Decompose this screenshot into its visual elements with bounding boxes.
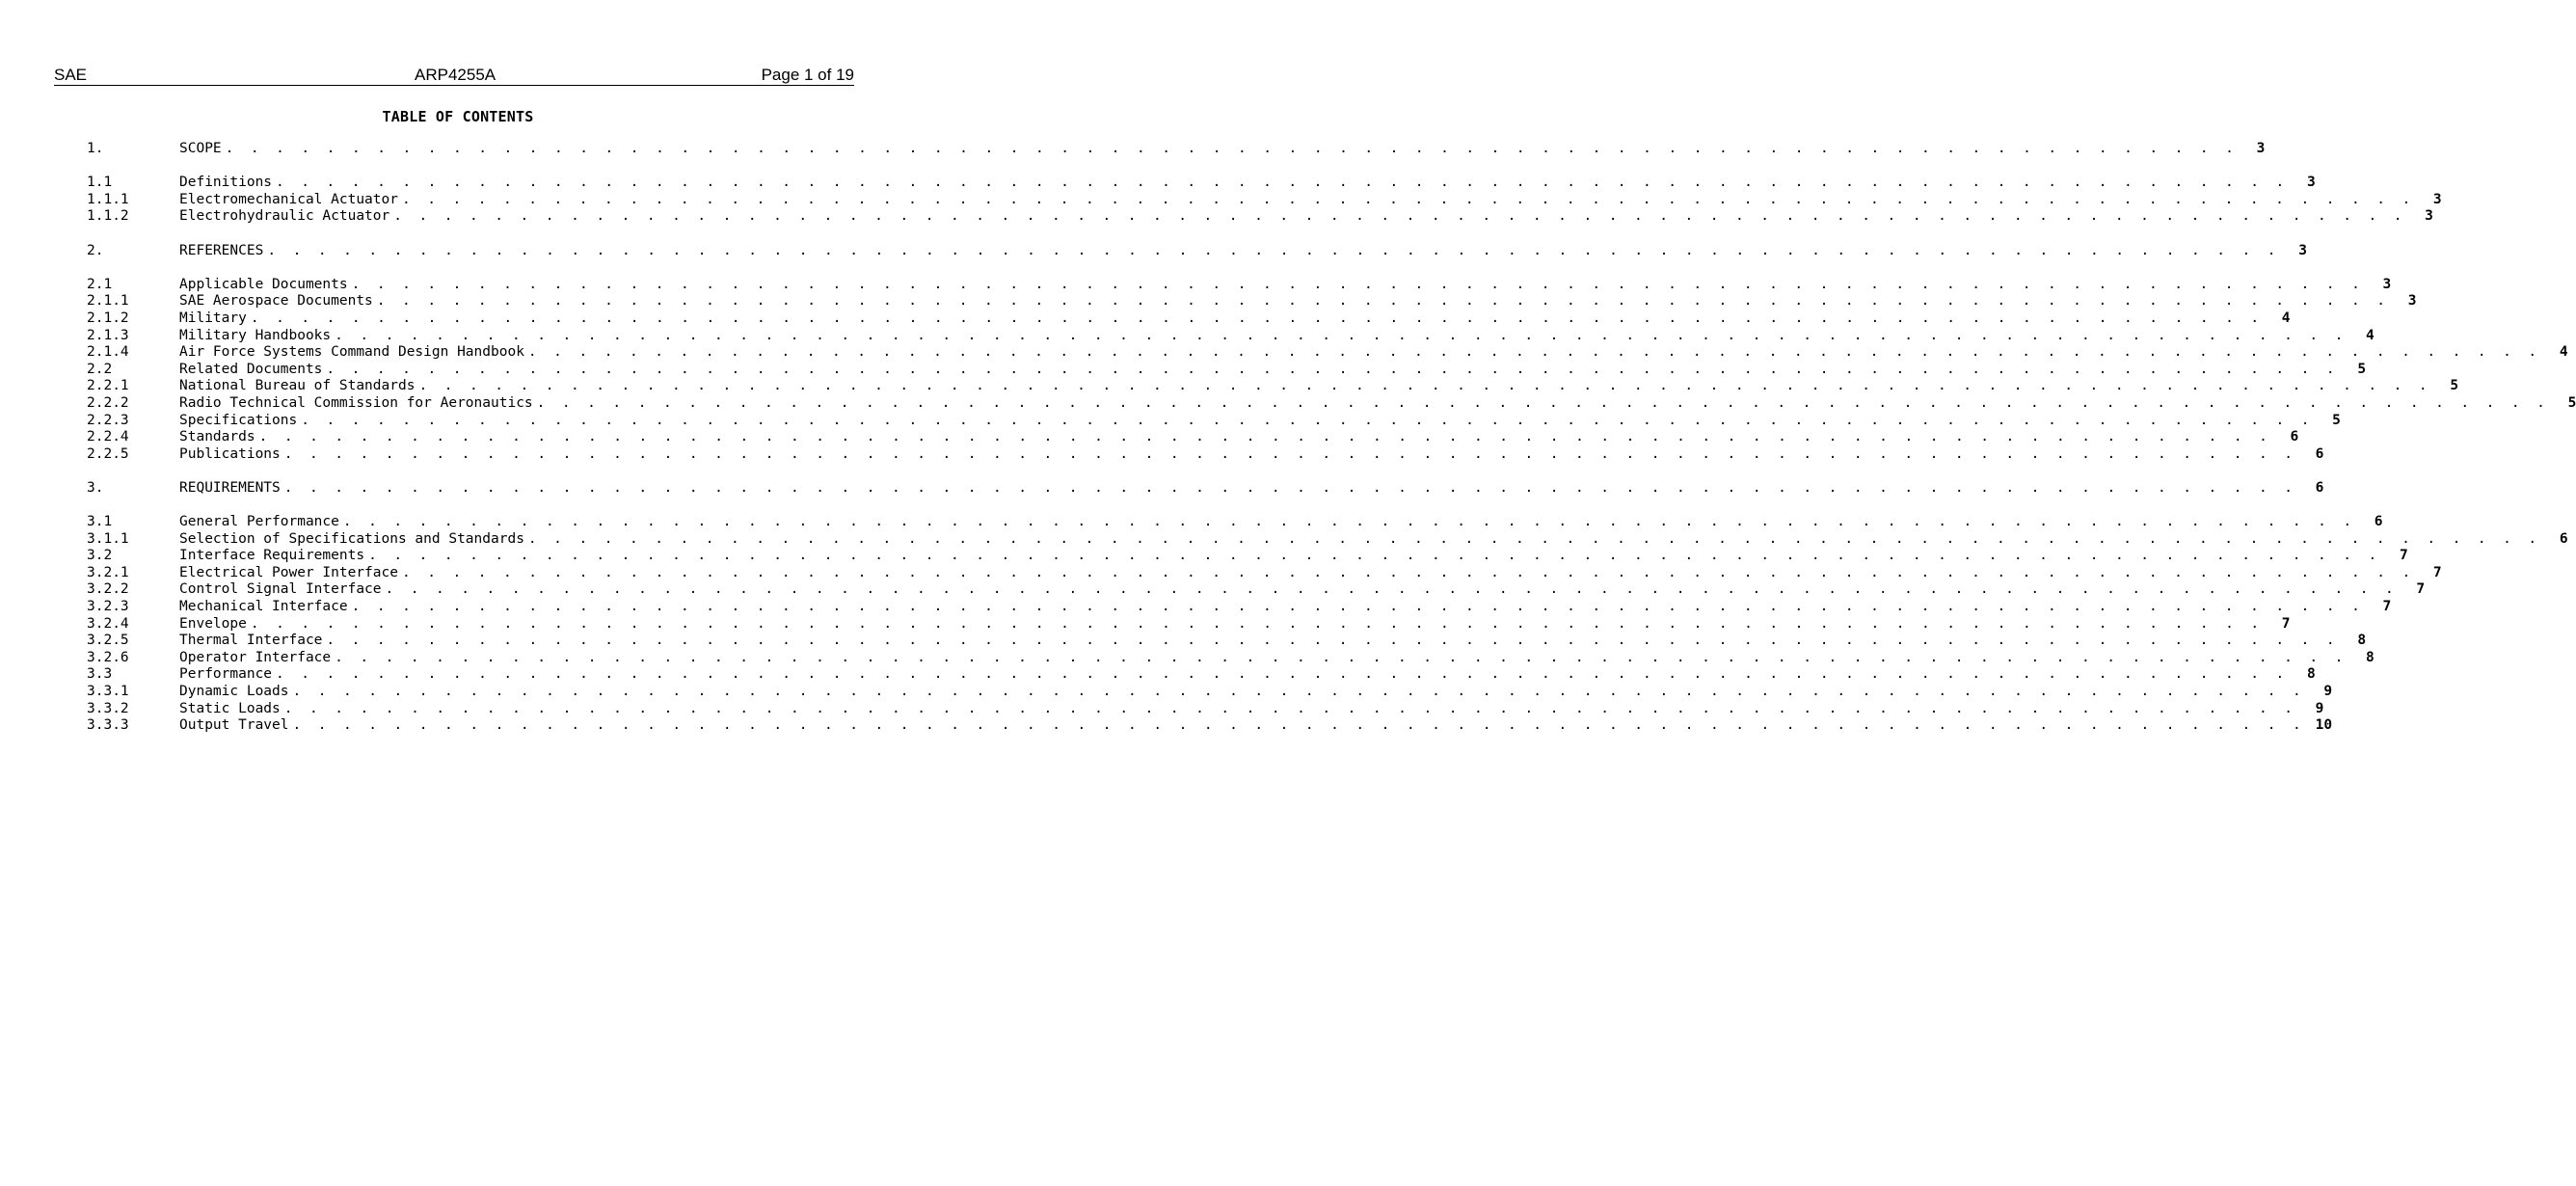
toc-entry-page: 6 — [2559, 530, 2568, 547]
toc-entry-title: SCOPE — [179, 141, 222, 156]
toc-leader-dots: . . . . . . . . . . . . . . . . . . . . . . . . . . . . . . . . . . . . . . . . . . . . . . . . . . . . . . . . . . . . . . . . . . . . . . . . . . . . . . . . — [301, 412, 2314, 428]
toc-entry-number: 3.2.6 — [87, 649, 129, 665]
toc-entry-title: Mechanical Interface — [179, 599, 348, 615]
toc-entry — [87, 445, 2324, 464]
toc-entry-title: Applicable Documents — [179, 276, 348, 292]
header-publisher: SAE — [54, 66, 88, 84]
toc-entry-page: 7 — [2416, 581, 2426, 598]
page-header — [54, 66, 854, 86]
toc-entry-title: REQUIREMENTS — [179, 479, 281, 496]
toc-entry-title: Air Force Systems Command Design Handbook — [179, 344, 524, 361]
toc-entry — [87, 242, 2307, 260]
toc-leader-dots: . . . . . . . . . . . . . . . . . . . . . . . . . . . . . . . . . . . . . . . . . . . . . . . . . . . . . . . . . . . . . . . . . . . . . . . . . . . . . . . . — [276, 175, 2289, 191]
toc-entry-title: Selection of Specifications and Standards — [179, 530, 524, 547]
toc-entry-number: 2.2.1 — [87, 378, 129, 394]
toc-entry — [87, 293, 2417, 310]
toc-leader-dots: . . . . . . . . . . . . . . . . . . . . . . . . . . . . . . . . . . . . . . . . . . . . . . . . . . . . . . . . . . . . . . . . . . . . . . . . . . . . . . . . — [258, 429, 2272, 445]
toc-entry-page: 6 — [2315, 445, 2324, 462]
toc-entry-number: 3.1.1 — [87, 530, 129, 547]
toc-entry-title: Dynamic Loads — [179, 684, 289, 699]
toc-entry-number: 2. — [87, 242, 104, 258]
toc-entry-title: Static Loads — [179, 700, 281, 716]
toc-entry-title: Thermal Interface — [179, 633, 323, 649]
toc-leader-dots: . . . . . . . . . . . . . . . . . . . . . . . . . . . . . . . . . . . . . . . . . . . . . . . . . . . . . . . . . . . . . . . . . . . . . . . . . . . . . . . . — [283, 479, 2297, 496]
toc-entry — [87, 479, 2324, 498]
toc-entry-number: 2.2.4 — [87, 429, 129, 445]
toc-entry — [87, 633, 2367, 650]
toc-entry — [87, 429, 2299, 446]
toc-leader-dots: . . . . . . . . . . . . . . . . . . . . . . . . . . . . . . . . . . . . . . . . . . . . . . . . . . . . . . . . . . . . . . . . . . . . . . . . . . . . . . . . — [292, 717, 2306, 734]
toc-entry-number: 3.1 — [87, 514, 113, 530]
toc-leader-dots: . . . . . . . . . . . . . . . . . . . . . . . . . . . . . . . . . . . . . . . . . . . . . . . . . . . . . . . . . . . . . . . . . . . . . . . . . . . . . . . . — [527, 530, 2541, 547]
toc-leader-dots: . . . . . . . . . . . . . . . . . . . . . . . . . . . . . . . . . . . . . . . . . . . . . . . . . . . . . . . . . . . . . . . . . . . . . . . . . . . . . . . . — [335, 327, 2348, 343]
toc-leader-dots: . . . . . . . . . . . . . . . . . . . . . . . . . . . . . . . . . . . . . . . . . . . . . . . . . . . . . . . . . . . . . . . . . . . . . . . . . . . . . . . . — [225, 141, 2239, 156]
toc-entry-number: 1.1 — [87, 175, 113, 191]
toc-entry-number: 2.2.5 — [87, 445, 129, 462]
toc-entry-number: 3.3.2 — [87, 700, 129, 716]
toc-entry-page: 6 — [2315, 479, 2324, 496]
toc-entry — [87, 615, 2291, 633]
toc-entry — [87, 717, 2333, 735]
toc-entry-number: 2.2.3 — [87, 412, 129, 428]
toc-leader-dots: . . . . . . . . . . . . . . . . . . . . . . . . . . . . . . . . . . . . . . . . . . . . . . . . . . . . . . . . . . . . . . . . . . . . . . . . . . . . . . . . — [283, 700, 2297, 716]
toc-entry-title: REFERENCES — [179, 242, 264, 258]
toc-entry-number: 2.2.2 — [87, 394, 129, 411]
toc-entry-number: 3.3 — [87, 666, 113, 683]
toc-leader-dots: . . . . . . . . . . . . . . . . . . . . . . . . . . . . . . . . . . . . . . . . . . . . . . . . . . . . . . . . . . . . . . . . . . . . . . . . . . . . . . . . — [393, 208, 2406, 225]
toc-entry — [87, 581, 2426, 599]
toc-entry-number: 3.3.3 — [87, 717, 129, 734]
toc-entry-number: 2.1.3 — [87, 327, 129, 343]
toc-entry — [87, 344, 2568, 362]
toc-entry — [87, 141, 2266, 158]
toc-entry-page: 3 — [2306, 175, 2316, 191]
toc-entry-page: 7 — [2382, 599, 2392, 615]
toc-entry-title: Publications — [179, 445, 281, 462]
toc-entry — [87, 310, 2291, 328]
toc-entry-title: National Bureau of Standards — [179, 378, 416, 394]
toc-entry-page: 3 — [2407, 293, 2417, 310]
toc-entry-page: 3 — [2382, 276, 2392, 292]
toc-entry-number: 1.1.1 — [87, 191, 129, 207]
toc-entry-number: 3.3.1 — [87, 684, 129, 699]
toc-entry — [87, 378, 2459, 395]
table-of-contents — [87, 141, 2576, 735]
toc-leader-dots: . . . . . . . . . . . . . . . . . . . . . . . . . . . . . . . . . . . . . . . . . . . . . . . . . . . . . . . . . . . . . . . . . . . . . . . . . . . . . . . . — [250, 615, 2264, 632]
toc-entry-title: Envelope — [179, 615, 247, 632]
toc-leader-dots: . . . . . . . . . . . . . . . . . . . . . . . . . . . . . . . . . . . . . . . . . . . . . . . . . . . . . . . . . . . . . . . . . . . . . . . . . . . . . . . . — [418, 378, 2432, 394]
toc-leader-dots: . . . . . . . . . . . . . . . . . . . . . . . . . . . . . . . . . . . . . . . . . . . . . . . . . . . . . . . . . . . . . . . . . . . . . . . . . . . . . . . . — [401, 191, 2415, 207]
toc-entry — [87, 666, 2316, 684]
toc-entry-page: 8 — [2357, 633, 2367, 649]
toc-entry-number: 2.2 — [87, 361, 113, 377]
toc-entry-number: 1. — [87, 141, 104, 156]
toc-leader-dots: . . . . . . . . . . . . . . . . . . . . . . . . . . . . . . . . . . . . . . . . . . . . . . . . . . . . . . . . . . . . . . . . . . . . . . . . . . . . . . . . — [536, 394, 2550, 411]
toc-entry — [87, 564, 2442, 582]
toc-entry — [87, 361, 2367, 379]
toc-entry-page: 6 — [2290, 429, 2299, 445]
toc-entry-page: 3 — [2425, 208, 2433, 225]
toc-entry-number: 3.2.3 — [87, 599, 129, 615]
toc-leader-dots: . . . . . . . . . . . . . . . . . . . . . . . . . . . . . . . . . . . . . . . . . . . . . . . . . . . . . . . . . . . . . . . . . . . . . . . . . . . . . . . . — [276, 666, 2289, 683]
toc-entry-title: Military — [179, 310, 247, 326]
toc-leader-dots: . . . . . . . . . . . . . . . . . . . . . . . . . . . . . . . . . . . . . . . . . . . . . . . . . . . . . . . . . . . . . . . . . . . . . . . . . . . . . . . . — [351, 276, 2365, 292]
toc-entry-number: 3.2.5 — [87, 633, 129, 649]
toc-entry-page: 9 — [2315, 700, 2324, 716]
toc-leader-dots: . . . . . . . . . . . . . . . . . . . . . . . . . . . . . . . . . . . . . . . . . . . . . . . . . . . . . . . . . . . . . . . . . . . . . . . . . . . . . . . . — [342, 514, 2356, 530]
toc-entry-title: Radio Technical Commission for Aeronautics — [179, 394, 533, 411]
toc-entry-number: 2.1.4 — [87, 344, 129, 361]
toc-entry-number: 2.1 — [87, 276, 113, 292]
toc-entry-number: 3.2.2 — [87, 581, 129, 598]
toc-entry — [87, 327, 2375, 345]
toc-entry-number: 3.2.4 — [87, 615, 129, 632]
toc-entry-page: 3 — [2432, 191, 2442, 207]
toc-leader-dots: . . . . . . . . . . . . . . . . . . . . . . . . . . . . . . . . . . . . . . . . . . . . . . . . . . . . . . . . . . . . . . . . . . . . . . . . . . . . . . . . — [267, 242, 2280, 258]
toc-entry-title: Electrical Power Interface — [179, 564, 398, 580]
toc-entry-number: 3.2.1 — [87, 564, 129, 580]
toc-title: TABLE OF CONTENTS — [382, 108, 534, 125]
toc-entry-title: Electromechanical Actuator — [179, 191, 398, 207]
toc-leader-dots: . . . . . . . . . . . . . . . . . . . . . . . . . . . . . . . . . . . . . . . . . . . . . . . . . . . . . . . . . . . . . . . . . . . . . . . . . . . . . . . . — [335, 649, 2348, 665]
toc-entry-title: Related Documents — [179, 361, 323, 377]
toc-leader-dots: . . . . . . . . . . . . . . . . . . . . . . . . . . . . . . . . . . . . . . . . . . . . . . . . . . . . . . . . . . . . . . . . . . . . . . . . . . . . . . . . — [326, 633, 2340, 649]
toc-entry-title: General Performance — [179, 514, 339, 530]
header-page-number: Page 1 of 19 — [761, 66, 854, 84]
toc-entry-page: 9 — [2323, 684, 2333, 699]
toc-leader-dots: . . . . . . . . . . . . . . . . . . . . . . . . . . . . . . . . . . . . . . . . . . . . . . . . . . . . . . . . . . . . . . . . . . . . . . . . . . . . . . . . — [351, 599, 2365, 615]
toc-entry-page: 3 — [2256, 141, 2266, 156]
toc-entry — [87, 530, 2568, 549]
toc-entry-number: 3.2 — [87, 548, 113, 564]
toc-entry-page: 4 — [2366, 327, 2375, 343]
toc-entry-title: Control Signal Interface — [179, 581, 382, 598]
toc-entry-page: 5 — [2450, 378, 2459, 394]
toc-leader-dots: . . . . . . . . . . . . . . . . . . . . . . . . . . . . . . . . . . . . . . . . . . . . . . . . . . . . . . . . . . . . . . . . . . . . . . . . . . . . . . . . — [401, 564, 2415, 580]
toc-entry — [87, 276, 2392, 294]
toc-entry-title: SAE Aerospace Documents — [179, 293, 373, 310]
toc-entry-title: Output Travel — [179, 717, 289, 734]
toc-entry-number: 2.1.1 — [87, 293, 129, 310]
toc-leader-dots: . . . . . . . . . . . . . . . . . . . . . . . . . . . . . . . . . . . . . . . . . . . . . . . . . . . . . . . . . . . . . . . . . . . . . . . . . . . . . . . . — [283, 445, 2297, 462]
toc-entry-title: Specifications — [179, 412, 298, 428]
toc-entry-title: Electrohydraulic Actuator — [179, 208, 390, 225]
toc-entry-title: Standards — [179, 429, 255, 445]
toc-entry-page: 7 — [2432, 564, 2442, 580]
toc-entry-page: 8 — [2306, 666, 2316, 683]
toc-entry-page: 10 — [2315, 717, 2333, 734]
toc-entry — [87, 175, 2316, 192]
toc-entry-number: 3. — [87, 479, 104, 496]
toc-entry — [87, 208, 2433, 226]
toc-entry-page: 5 — [2332, 412, 2341, 428]
toc-entry-page: 7 — [2399, 548, 2408, 564]
toc-leader-dots: . . . . . . . . . . . . . . . . . . . . . . . . . . . . . . . . . . . . . . . . . . . . . . . . . . . . . . . . . . . . . . . . . . . . . . . . . . . . . . . . — [326, 361, 2340, 377]
toc-entry — [87, 412, 2341, 430]
toc-entry-page: 6 — [2374, 514, 2383, 530]
toc-entry-page: 8 — [2366, 649, 2375, 665]
toc-leader-dots: . . . . . . . . . . . . . . . . . . . . . . . . . . . . . . . . . . . . . . . . . . . . . . . . . . . . . . . . . . . . . . . . . . . . . . . . . . . . . . . . — [376, 293, 2390, 310]
toc-entry — [87, 514, 2383, 531]
toc-entry-number: 1.1.2 — [87, 208, 129, 225]
toc-entry — [87, 394, 2576, 413]
toc-entry — [87, 191, 2442, 209]
toc-entry-title: Operator Interface — [179, 649, 332, 665]
toc-leader-dots: . . . . . . . . . . . . . . . . . . . . . . . . . . . . . . . . . . . . . . . . . . . . . . . . . . . . . . . . . . . . . . . . . . . . . . . . . . . . . . . . — [250, 310, 2264, 326]
toc-leader-dots: . . . . . . . . . . . . . . . . . . . . . . . . . . . . . . . . . . . . . . . . . . . . . . . . . . . . . . . . . . . . . . . . . . . . . . . . . . . . . . . . — [368, 548, 2381, 564]
toc-entry-title: Definitions — [179, 175, 273, 191]
toc-entry — [87, 684, 2333, 701]
toc-entry-page: 5 — [2357, 361, 2367, 377]
toc-entry-page: 3 — [2298, 242, 2307, 258]
toc-entry — [87, 599, 2392, 616]
toc-leader-dots: . . . . . . . . . . . . . . . . . . . . . . . . . . . . . . . . . . . . . . . . . . . . . . . . . . . . . . . . . . . . . . . . . . . . . . . . . . . . . . . . — [292, 684, 2306, 699]
toc-entry-number: 2.1.2 — [87, 310, 129, 326]
toc-entry-page: 5 — [2567, 394, 2576, 411]
header-document-number: ARP4255A — [415, 66, 496, 84]
toc-leader-dots: . . . . . . . . . . . . . . . . . . . . . . . . . . . . . . . . . . . . . . . . . . . . . . . . . . . . . . . . . . . . . . . . . . . . . . . . . . . . . . . . — [385, 581, 2399, 598]
toc-entry-title: Interface Requirements — [179, 548, 365, 564]
toc-entry — [87, 700, 2324, 718]
toc-entry-title: Military Handbooks — [179, 327, 332, 343]
toc-entry — [87, 548, 2408, 565]
toc-entry-page: 4 — [2281, 310, 2291, 326]
toc-entry-page: 4 — [2559, 344, 2568, 361]
toc-leader-dots: . . . . . . . . . . . . . . . . . . . . . . . . . . . . . . . . . . . . . . . . . . . . . . . . . . . . . . . . . . . . . . . . . . . . . . . . . . . . . . . . — [527, 344, 2541, 361]
toc-entry — [87, 649, 2375, 667]
toc-entry-title: Performance — [179, 666, 273, 683]
toc-entry-page: 7 — [2281, 615, 2291, 632]
